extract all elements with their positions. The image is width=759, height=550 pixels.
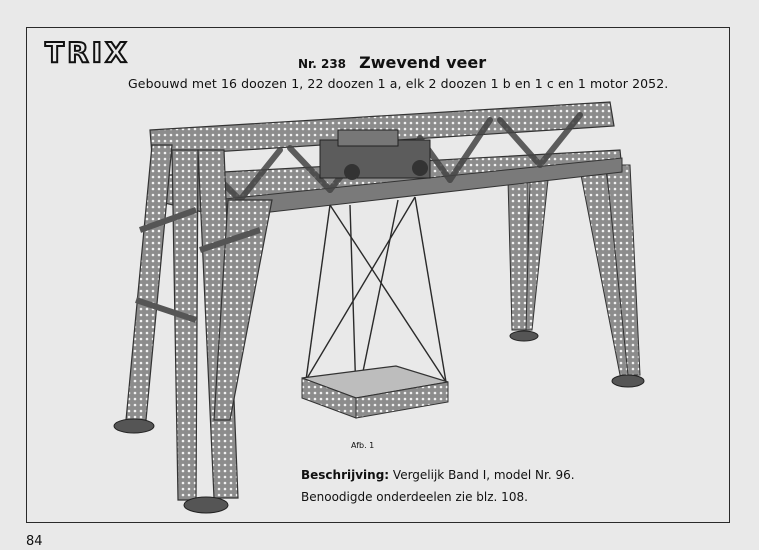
back-left-leg <box>508 180 548 341</box>
description-block <box>301 464 575 508</box>
description-label: Beschrijving: <box>301 468 390 482</box>
trix-logo: TRIX <box>45 36 130 69</box>
description-line <box>301 464 575 486</box>
page-number: 84 <box>26 534 43 549</box>
model-title: Zwevend veer <box>359 53 487 72</box>
back-right-leg <box>580 165 644 387</box>
front-left-leg <box>114 145 198 500</box>
hanging-platform <box>302 366 448 418</box>
suspension-cables <box>306 197 446 396</box>
parts-reference: Benoodigde onderdeelen zie blz. 108. <box>301 490 528 504</box>
model-number: Nr. 238 <box>298 57 347 71</box>
figure-caption: Afb. 1 <box>351 441 375 450</box>
description-text: Vergelijk Band I, model Nr. 96. <box>389 468 575 482</box>
build-requirements: Gebouwd met 16 doozen 1, 22 doozen 1 a, elk 2 doozen 1 b en 1 c en 1 motor 2052. <box>128 76 669 91</box>
